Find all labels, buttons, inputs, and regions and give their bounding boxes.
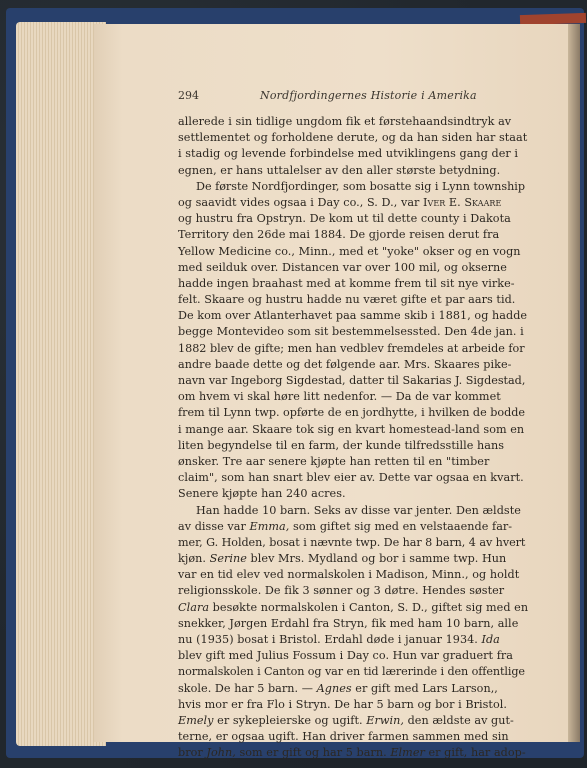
italic-name: Emely: [178, 713, 214, 727]
text-segment: kjøn.: [178, 552, 210, 566]
text-segment: bror: [178, 746, 207, 760]
text-line: [178, 260, 528, 276]
italic-name: Ida: [481, 633, 500, 646]
text-line: [178, 227, 528, 243]
text-segment: og hustru fra Opstryn. De kom ut til dette county i Dakota: [178, 212, 511, 226]
text-line: [178, 745, 528, 761]
text-segment: var en tid elev ved normalskolen i Madison, Minn., og holdt: [178, 568, 520, 582]
text-segment: nu (1935) bosat i Bristol. Erdahl døde i januar 1934.: [178, 633, 482, 646]
text-segment: religionsskole. De fik 3 sønner og 3 døtre. Hendes søster: [178, 584, 505, 598]
text-segment: felt. Skaare og hustru hadde nu været gifte et par aars tid.: [178, 293, 516, 307]
text-segment: i stadig og levende forbindelse med utviklingens gang der i: [178, 147, 519, 161]
text-segment: De første Nordfjordinger, som bosatte sig i Lynn township: [196, 179, 525, 193]
text-line: [178, 341, 528, 357]
italic-name: Serine: [209, 552, 247, 566]
text-segment: frem til Lynn twp. opførte de en jordhytte, i hvilken de bodde: [178, 406, 525, 420]
book-gutter: [568, 24, 580, 742]
text-segment: er gift, har adop-: [424, 746, 526, 760]
text-segment: blev gift med Julius Fossum i Day co. Hun var graduert fra: [178, 649, 514, 663]
text-segment: den ældste av gut-: [403, 713, 514, 727]
italic-name: Clara: [178, 600, 210, 614]
text-line: [178, 664, 528, 680]
text-segment: av disse var: [178, 519, 250, 533]
text-segment: egnen, er hans uttalelser av den aller største betydning.: [178, 163, 501, 177]
running-title: Nordfjordingernes Historie i Amerika: [260, 89, 477, 102]
text-segment: mer, G. Holden, bosat i nævnte twp. De har 8 barn, 4 av hvert: [178, 535, 526, 549]
text-line: [178, 632, 528, 648]
text-line: [178, 195, 528, 211]
body-text: [178, 114, 528, 762]
italic-name: Agnes: [316, 681, 352, 695]
text-line: [178, 324, 528, 340]
text-line: [178, 308, 528, 324]
text-segment: normalskolen i Canton og var en tid lærerinde i den offentlige: [178, 665, 525, 679]
text-line: [178, 373, 528, 389]
text-line: [178, 276, 528, 292]
text-segment: Territory den 26de mai 1884. De gjorde reisen derut fra: [178, 228, 500, 242]
text-segment: begge Montevideo som sit bestemmelsessted. Den 4de jan. i: [178, 325, 524, 339]
text-line: [178, 130, 528, 146]
page-number: 294: [178, 89, 199, 102]
text-line: [178, 292, 528, 308]
text-line: [178, 535, 528, 551]
text-segment: skole. De har 5 barn. —: [178, 681, 317, 695]
text-line: [178, 114, 528, 130]
text-line: [178, 681, 528, 697]
text-segment: andre baade dette og det følgende aar. Mrs. Skaares pike-: [178, 357, 512, 371]
text-segment: med seilduk over. Distancen var over 100 mil, og okserne: [178, 260, 507, 274]
text-segment: om hvem vi skal høre litt nedenfor. — Da de var kommet: [178, 390, 501, 404]
text-line: [178, 503, 528, 519]
text-line: [178, 163, 528, 179]
text-segment: navn var Ingeborg Sigdestad, datter til Sakarias J. Sigdestad,: [178, 374, 526, 387]
text-segment: som giftet sig med en velstaaende far-: [289, 519, 513, 533]
text-segment: som er gift og har 5 barn.: [235, 746, 391, 760]
text-line: [178, 244, 528, 260]
page-header: [178, 89, 528, 107]
text-line: [178, 454, 528, 470]
text-line: [178, 616, 528, 632]
text-segment: besøkte normalskolen i Canton, S. D., giftet sig med en: [209, 600, 529, 614]
italic-name: Emma,: [249, 519, 290, 533]
text-line: [178, 357, 528, 373]
text-line: [178, 146, 528, 162]
text-segment: hvis mor er fra Flo i Stryn. De har 5 barn og bor i Bristol.: [178, 697, 507, 711]
italic-name: John,: [206, 746, 236, 760]
text-line: [178, 470, 528, 486]
text-segment: er gift med Lars Larson,,: [351, 681, 498, 695]
small-caps-name: Iver E. Skaare: [423, 195, 502, 209]
text-segment: Han hadde 10 barn. Seks av disse var jenter. Den ældste: [196, 503, 521, 517]
text-line: [178, 583, 528, 599]
text-segment: blev Mrs. Mydland og bor i samme twp. Hun: [246, 552, 507, 566]
text-segment: settlementet og forholdene derute, og da han siden har staat: [178, 131, 528, 145]
text-segment: 1882 blev de gifte; men han vedblev fremdeles at arbeide for: [178, 341, 525, 355]
text-line: [178, 600, 528, 616]
text-line: [178, 519, 528, 535]
text-line: [178, 389, 528, 405]
text-segment: De kom over Atlanterhavet paa samme skib i 1881, og hadde: [178, 309, 528, 323]
text-segment: i mange aar. Skaare tok sig en kvart homestead-land som en: [178, 422, 525, 436]
text-segment: snekker, Jørgen Erdahl fra Stryn, fik med ham 10 barn, alle: [178, 616, 519, 630]
text-segment: liten begyndelse til en farm, der kunde tilfredsstille hans: [178, 438, 505, 452]
italic-name: Elmer: [390, 746, 425, 760]
text-segment: Senere kjøpte han 240 acres.: [178, 487, 346, 501]
text-line: [178, 648, 528, 664]
text-line: [178, 179, 528, 195]
text-segment: allerede i sin tidlige ungdom fik et førstehaandsindtryk av: [178, 115, 512, 128]
text-segment: ønsker. Tre aar senere kjøpte han retten til en "timber: [178, 454, 490, 468]
italic-name: Erwin,: [366, 713, 404, 727]
text-segment: claim", som han snart blev eier av. Dette var ogsaa en kvart.: [178, 471, 524, 485]
text-line: [178, 438, 528, 454]
text-line: [178, 211, 528, 227]
text-segment: terne, er ogsaa ugift. Han driver farmen sammen med sin: [178, 730, 509, 744]
text-segment: Yellow Medicine co., Minn., med et "yoke" okser og en vogn: [178, 244, 521, 258]
text-segment: og saavidt vides ogsaa i Day co., S. D., var: [178, 195, 424, 209]
page-edges: [16, 22, 106, 746]
text-segment: hadde ingen braahast med at komme frem til sit nye virke-: [178, 276, 515, 290]
text-line: [178, 486, 528, 502]
text-segment: er sykepleierske og ugift.: [213, 713, 367, 727]
text-line: [178, 713, 528, 729]
text-line: [178, 551, 528, 567]
text-line: [178, 567, 528, 583]
text-line: [178, 422, 528, 438]
text-line: [178, 729, 528, 745]
text-line: [178, 697, 528, 713]
text-line: [178, 405, 528, 421]
